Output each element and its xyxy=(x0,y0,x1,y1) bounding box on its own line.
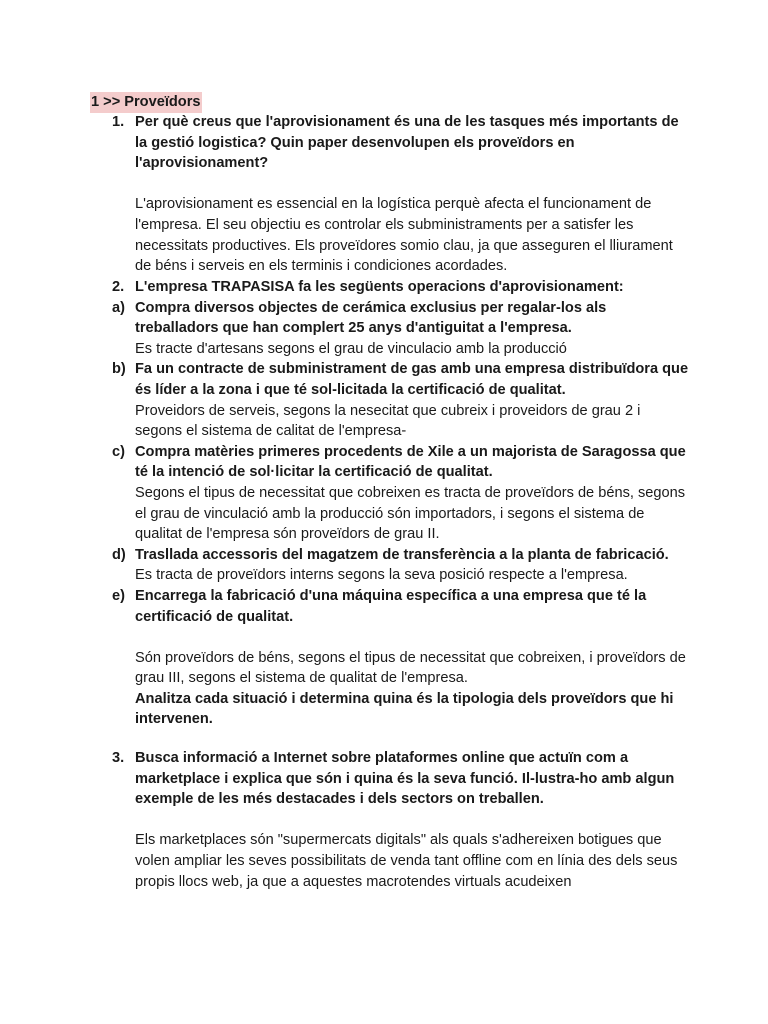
item-c-marker: c) xyxy=(112,443,125,460)
item-d-question: Trasllada accessoris del magatzem de transferència a la planta de fabricació. xyxy=(135,546,669,563)
question-1-text: Per què creus que l'aprovisionament és una de les tasques més importants de la gestió logistica? Quin paper desenvolupen els proveïdors en l'aprovisionament? xyxy=(135,114,679,172)
item-d-marker: d) xyxy=(112,546,126,563)
item-b-marker: b) xyxy=(112,361,126,378)
question-1-number: 1. xyxy=(112,114,125,130)
question-3 xyxy=(90,748,690,892)
question-2-text: L'empresa TRAPASISA fa les següents operacions d'aprovisionament: xyxy=(135,279,624,295)
item-d-answer: Es tracta de proveïdors interns segons la seva posició respecte a l'empresa. xyxy=(135,567,628,584)
question-3-text: Busca informació a Internet sobre plataformes online que actuïn com a marketplace i explica que són i quina és la seva funció. Il-lustra-ho amb algun exemple de les més destacades i dels sectors on treballen. xyxy=(135,750,675,808)
item-e-answer: Són proveïdors de béns, segons el tipus de necessitat que cobreixen, i proveïdors de grau III, segons el sistema de qualitat de l'empresa. xyxy=(135,649,686,687)
item-c-answer: Segons el tipus de necessitat que cobreixen es tracta de proveïdors de béns, segons el grau de vinculació amb la producció són importadors, i segons el sistema de qualitat de l'empresa són proveïdors de grau II. xyxy=(135,484,686,543)
item-a-marker: a) xyxy=(112,299,125,316)
item-a-question: Compra diversos objectes de cerámica exclusius per regalar-los als treballadors que han complert 25 anys d'antiguitat a l'empresa. xyxy=(135,299,607,337)
question-2-number: 2. xyxy=(112,279,125,295)
item-a-answer: Es tracte d'artesans segons el grau de vinculacio amb la producció xyxy=(135,340,567,357)
item-e-question: Encarrega la fabricació d'una máquina específica a una empresa que té la certificació de qualitat. xyxy=(135,587,647,625)
question-3-number: 3. xyxy=(112,750,125,766)
item-c-question: Compra matèries primeres procedents de Xile a un majorista de Saragossa que té la intenció de sol·licitar la certificació de qualitat. xyxy=(135,443,686,481)
item-b-question: Fa un contracte de subministrament de gas amb una empresa distribuïdora que és líder a la zona i que té sol-licitada la certificació de qualitat. xyxy=(135,361,689,398)
question-3-answer: Els marketplaces són "supermercats digitals" als quals s'adhereixen botigues que volen ampliar les seves possibilitats de venda tant offline com en línia des dels seus propis llocs web, ja que a aquestes macrotendes virtuals acudeixen xyxy=(135,832,678,890)
item-e-marker: e) xyxy=(112,587,125,604)
question-2 xyxy=(90,277,690,730)
question-1-answer: L'aprovisionament es essencial en la logística perquè afecta el funcionament de l'empresa. El seu objectiu es controlar els subministraments per a satisfer les necessitats productives. Els proveïdores somio clau, ja que asseguren el lliurament de béns i serveis en els terminis i condiciones acordades. xyxy=(135,196,673,275)
question-2-instruction: Analitza cada situació i determina quina és la tipologia dels proveïdors que hi intervenen. xyxy=(135,690,674,728)
section-heading: 1 >> Proveïdors xyxy=(90,92,202,113)
item-b-answer: Proveidors de serveis, segons la nesecitat que cubreix i proveidors de grau 2 i segons el sistema de calitat de l'empresa- xyxy=(135,402,641,440)
question-1 xyxy=(90,112,690,277)
